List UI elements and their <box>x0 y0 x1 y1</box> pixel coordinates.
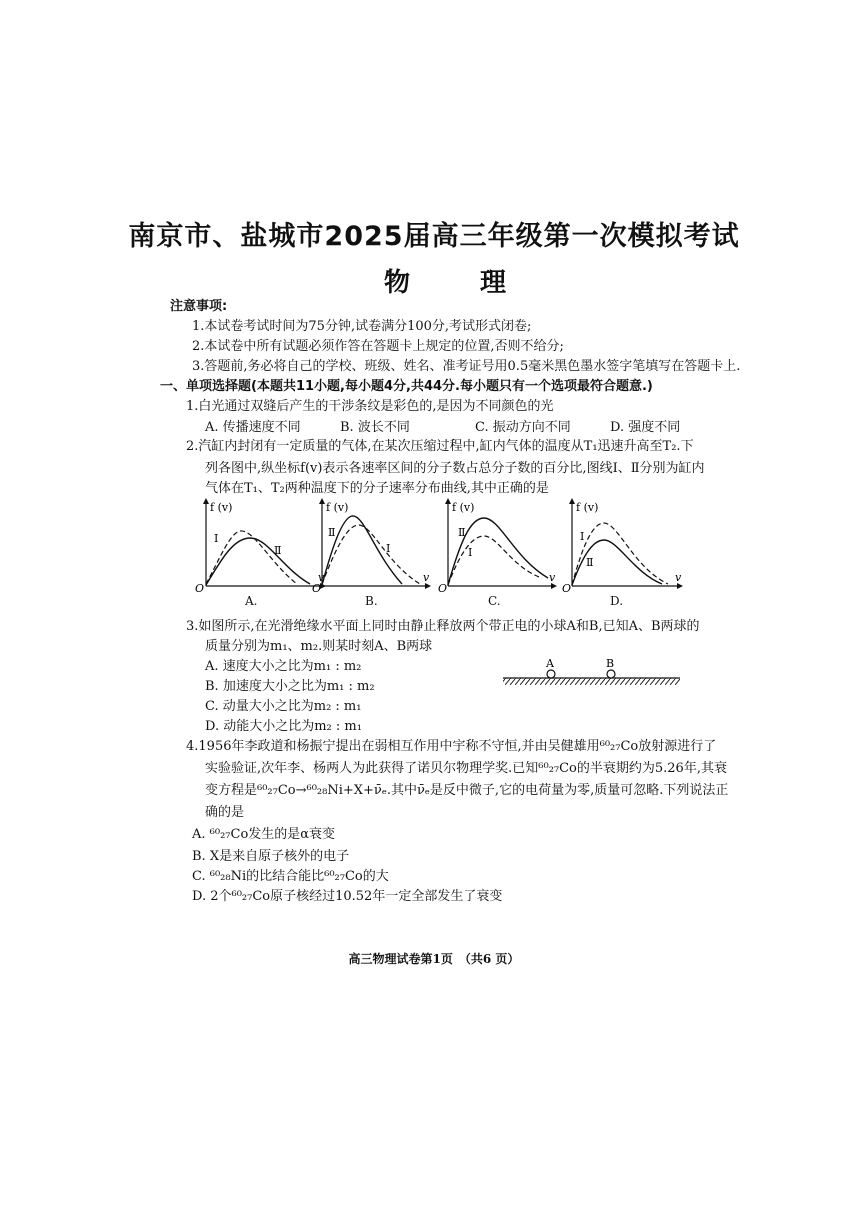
origin-label: O <box>438 582 448 593</box>
curve-dashed <box>322 525 420 584</box>
curve-label: Ⅱ <box>458 526 466 539</box>
option: C. 动量大小之比为m₂ : m₁ <box>205 699 362 714</box>
curve-solid <box>206 538 310 585</box>
option: D. 强度不同 <box>610 420 681 435</box>
option: A. 速度大小之比为m₁ : m₂ <box>205 659 362 674</box>
question-stem: 列各图中,纵坐标f(v)表示各速率区间的分子数占总分子数的百分比,图线Ⅰ、Ⅱ分别为缸内 <box>205 461 705 476</box>
exam-subject: 物 理 <box>383 268 528 298</box>
section-heading: 一、单项选择题(本题共11小题,每小题4分,共44分.每小题只有一个选项最符合题意.) <box>160 379 653 394</box>
x-axis-label: v <box>675 571 682 584</box>
y-axis-label: f (v) <box>576 501 599 514</box>
exam-title: 南京市、盐城市2025届高三年级第一次模拟考试 <box>128 221 740 252</box>
curve-label: Ⅰ <box>580 530 585 543</box>
graph-d <box>562 498 684 593</box>
ball-b <box>607 670 615 678</box>
option: A. 传播速度不同 <box>205 420 301 435</box>
option: C. ⁶⁰₂₈Ni的比结合能比⁶⁰₂₇Co的大 <box>192 869 389 884</box>
notice-item: 3.答题前,务必将自己的学校、班级、姓名、准考证号用0.5毫米黑色墨水签字笔填写在答题卡上. <box>192 359 741 374</box>
curve-label: Ⅱ <box>586 556 594 569</box>
question-stem: 2.汽缸内封闭有一定质量的气体,在某次压缩过程中,缸内气体的温度从T₁迅速升高至T₂.下 <box>186 439 694 454</box>
y-axis-arrow <box>445 498 451 504</box>
question-stem: 实验验证,次年李、杨两人为此获得了诺贝尔物理学奖.已知⁶⁰₂₇Co的半衰期约为5.26年,其衰 <box>205 761 727 776</box>
y-axis-arrow <box>319 498 325 504</box>
x-axis-label: v <box>318 571 325 584</box>
graph-c <box>438 498 558 593</box>
question-stem: 质量分别为m₁、m₂.则某时刻A、B两球 <box>205 639 433 654</box>
notice-heading: 注意事项: <box>170 299 228 314</box>
origin-label: O <box>312 582 322 593</box>
question-stem: 3.如图所示,在光滑绝缘水平面上同时由静止释放两个带正电的小球A和B,已知A、B两球的 <box>186 619 700 634</box>
ball-a-label: A <box>546 657 554 670</box>
graph-b <box>312 498 432 593</box>
graph-option-label: C. <box>488 594 501 608</box>
q1-options <box>205 416 765 435</box>
notice-item: 1.本试卷考试时间为75分钟,试卷满分100分,考试形式闭卷; <box>192 319 532 334</box>
y-axis-arrow <box>569 498 575 504</box>
question-stem: 确的是 <box>205 805 245 820</box>
notice-item: 2.本试卷中所有试题必须作答在答题卡上规定的位置,否则不给分; <box>192 339 564 354</box>
question-stem: 气体在T₁、T₂两种温度下的分子速率分布曲线,其中正确的是 <box>205 481 549 496</box>
ball-a <box>547 670 555 678</box>
question-stem: 4.1956年李政道和杨振宁提出在弱相互作用中宇称不守恒,并由吴健雄用⁶⁰₂₇Co放射源进行了 <box>186 739 717 754</box>
curve-dashed <box>206 531 297 584</box>
curve-label: Ⅰ <box>468 546 473 559</box>
curve-label: Ⅱ <box>274 544 282 557</box>
option: B. X是来自原子核外的电子 <box>192 849 350 864</box>
ball-b-label: B <box>606 657 615 670</box>
origin-label: O <box>562 582 572 593</box>
option: C. 振动方向不同 <box>475 420 571 435</box>
question-stem: 变方程是⁶⁰₂₇Co→⁶⁰₂₈Ni+X+ν̄ₑ.其中ν̄ₑ是反中微子,它的电荷量为零,质量可忽略.下列说法正 <box>205 783 729 798</box>
option: D. 动能大小之比为m₂ : m₁ <box>205 719 362 734</box>
q3-diagram <box>500 655 685 695</box>
surface-hatching <box>503 678 680 685</box>
graph-a <box>192 498 327 593</box>
x-axis-label: v <box>549 571 556 584</box>
x-axis-label: v <box>423 571 430 584</box>
curve-label: Ⅰ <box>386 542 391 555</box>
graph-option-label: B. <box>365 594 378 608</box>
graph-option-label: D. <box>610 594 624 608</box>
curve-label: Ⅱ <box>328 526 336 539</box>
y-axis-label: f (v) <box>452 501 475 514</box>
y-axis-label: f (v) <box>210 501 233 514</box>
graph-option-label: A. <box>245 594 258 608</box>
option: A. ⁶⁰₂₇Co发生的是α衰变 <box>192 827 336 842</box>
y-axis-label: f (v) <box>326 501 349 514</box>
page-footer: 高三物理试卷第1页 （共6 页） <box>348 952 520 966</box>
y-axis-arrow <box>203 498 209 504</box>
origin-label: O <box>195 582 205 593</box>
question-stem: 1.白光通过双缝后产生的干涉条纹是彩色的,是因为不同颜色的光 <box>186 399 554 414</box>
option: D. 2个⁶⁰₂₇Co原子核经过10.52年一定全部发生了衰变 <box>192 889 503 904</box>
option: B. 加速度大小之比为m₁ : m₂ <box>205 679 375 694</box>
option: B. 波长不同 <box>340 420 410 435</box>
curve-label: Ⅰ <box>214 532 219 545</box>
